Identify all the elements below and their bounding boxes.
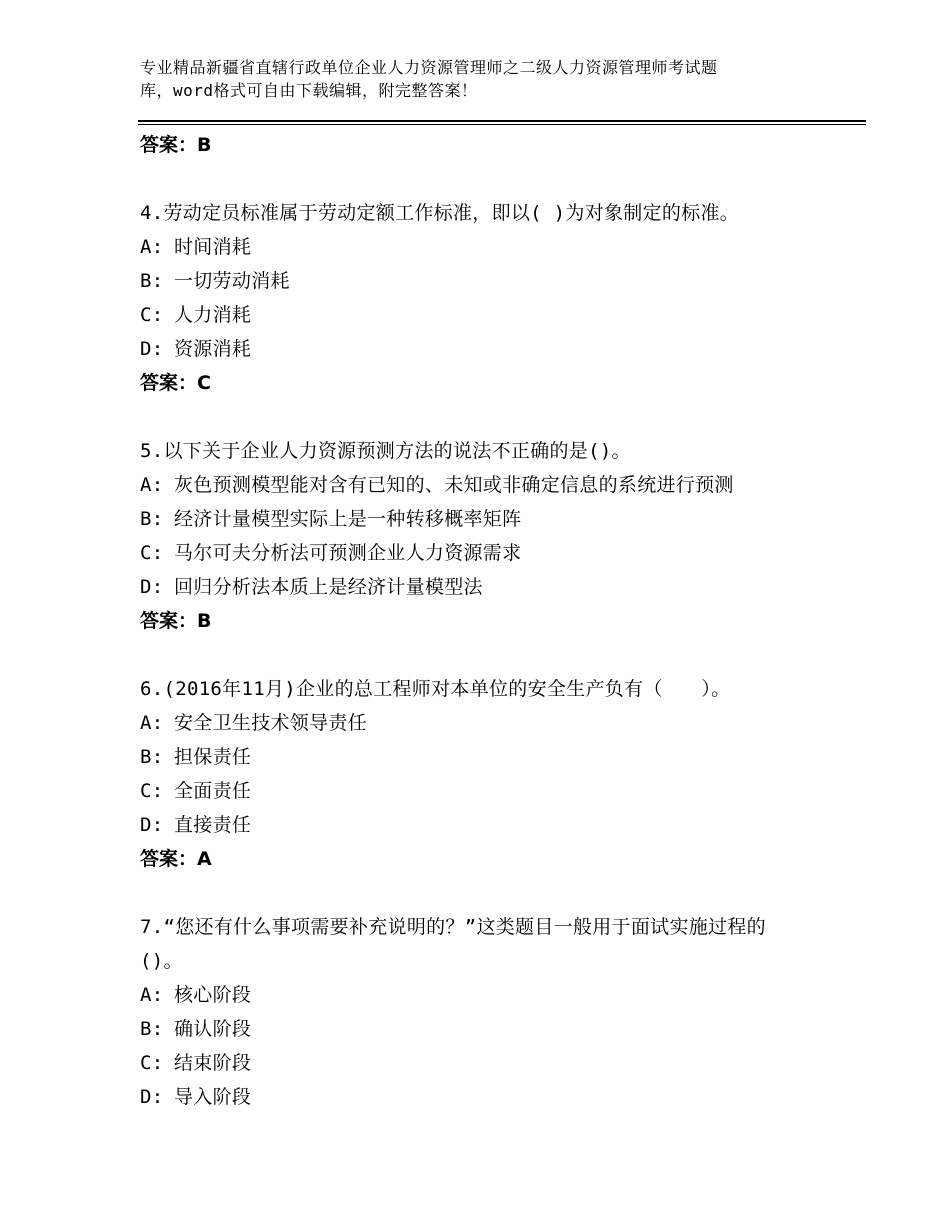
option-a: A: 灰色预测模型能对含有已知的、未知或非确定信息的系统进行预测	[140, 474, 734, 496]
question-stem: 6.(2016年11月)企业的总工程师对本单位的安全生产负有（ ）。	[140, 678, 731, 700]
header-divider-thin	[138, 124, 866, 125]
question-item	[140, 434, 840, 638]
option-d: D: 资源消耗	[140, 338, 252, 360]
question-item	[140, 672, 840, 876]
option-b: B: 确认阶段	[140, 1018, 252, 1040]
option-a: A: 核心阶段	[140, 984, 252, 1006]
option-c: C: 结束阶段	[140, 1052, 252, 1074]
header-line-1: 专业精品新疆省直辖行政单位企业人力资源管理师之二级人力资源管理师考试题	[140, 58, 718, 77]
answer-label: 答案：B	[140, 134, 212, 156]
header-line-2: 库，word格式可自由下载编辑，附完整答案！	[140, 81, 478, 100]
option-c: C: 马尔可夫分析法可预测企业人力资源需求	[140, 542, 522, 564]
option-c: C: 全面责任	[140, 780, 252, 802]
answer-label: 答案：B	[140, 610, 212, 632]
option-b: B: 一切劳动消耗	[140, 270, 290, 292]
question-stem: 4.劳动定员标准属于劳动定额工作标准，即以( )为对象制定的标准。	[140, 202, 740, 224]
option-d: D: 导入阶段	[140, 1086, 252, 1108]
option-c: C: 人力消耗	[140, 304, 252, 326]
question-item	[140, 910, 840, 1114]
document-header	[140, 56, 830, 102]
option-b: B: 经济计量模型实际上是一种转移概率矩阵	[140, 508, 522, 530]
header-divider	[138, 120, 866, 122]
answer-label: 答案：A	[140, 848, 212, 870]
option-d: D: 直接责任	[140, 814, 252, 836]
answer-label: 答案：C	[140, 372, 211, 394]
option-a: A: 安全卫生技术领导责任	[140, 712, 368, 734]
question-stem: 7.“您还有什么事项需要补充说明的？”这类题目一般用于面试实施过程的()。	[140, 916, 766, 972]
option-a: A: 时间消耗	[140, 236, 252, 258]
option-d: D: 回归分析法本质上是经济计量模型法	[140, 576, 483, 598]
question-stem: 5.以下关于企业人力资源预测方法的说法不正确的是()。	[140, 440, 631, 462]
option-b: B: 担保责任	[140, 746, 252, 768]
question-item	[140, 196, 840, 400]
question-list	[140, 128, 840, 1114]
